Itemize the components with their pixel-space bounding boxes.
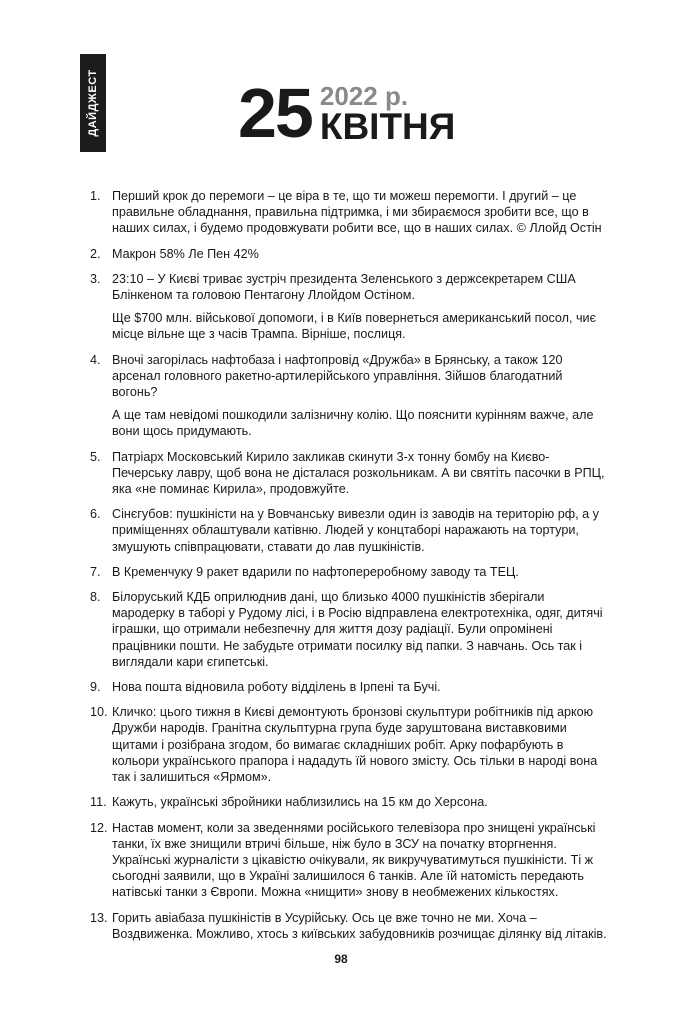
list-item (90, 246, 610, 262)
list-item (90, 271, 610, 343)
list-item-number: 12. (90, 820, 108, 835)
list-item-paragraph: Білоруський КДБ оприлюднив дані, що близько 4000 пушкіністів зберігали мародерку в таборі у Рудому лісі, і в Росію відправлена електротехніка, одяг, дитячі іграшки, що отримали небезпечну для життя дозу радіації. Були опромінені працівники пошти. Не забудьте отримати посилку від папки. З навчань. Ось так і виглядали кари єгипетські. (112, 590, 603, 669)
list-item (90, 910, 610, 942)
list-item-body (112, 564, 610, 580)
page-number: 98 (334, 952, 348, 966)
list-item-body (112, 352, 610, 440)
list-item-body (112, 910, 610, 942)
list-item-body (112, 679, 610, 695)
section-tab (80, 54, 106, 152)
list-item (90, 704, 610, 785)
list-item-paragraph: Перший крок до перемоги – це віра в те, що ти можеш перемогти. І другий – це правильне обладнання, правильна підтримка, і ми збираємося зробити все, що в наших силах, і будемо продовжувати робити все, що в наших силах. © Ллойд Остін (112, 189, 602, 236)
list-item-paragraph: Патріарх Московський Кирило закликав скинути 3-х тонну бомбу на Києво-Печерську лавру, щоб вона не дісталася розкольникам. А ви святіть пасочки в РПЦ, яка «не поминає Кирила», продовжуйте. (112, 449, 605, 497)
list-item-body (112, 704, 610, 785)
list-item-number: 13. (90, 910, 108, 925)
list-item-paragraph: Кажуть, українські збройники наблизились на 15 км до Херсона. (112, 795, 488, 810)
list-item (90, 449, 610, 498)
list-item-number: 7. (90, 564, 101, 579)
list-item-number: 6. (90, 507, 101, 522)
header-year: 2022 р. (319, 81, 409, 111)
digest-list (90, 188, 610, 951)
list-item (90, 506, 610, 555)
list-item-paragraph: Нова пошта відновила роботу відділень в Ірпені та Бучі. (112, 680, 441, 695)
header-month: КВІТНЯ (319, 106, 456, 147)
list-item-paragraph: В Кременчуку 9 ракет вдарили по нафтопереробному заводу та ТЕЦ. (112, 564, 519, 579)
list-item-number: 10. (90, 705, 108, 720)
list-item-number: 4. (90, 352, 101, 367)
list-item-paragraph: 23:10 – У Києві триває зустріч президента Зеленського з держсекретарем США Блінкеном та головою Пентагону Ллойдом Остіном. (112, 271, 576, 303)
list-item-number: 3. (90, 271, 101, 286)
list-item-number: 2. (90, 246, 101, 261)
list-item-body (112, 794, 610, 810)
list-item-body (112, 188, 610, 237)
date-header (238, 74, 456, 152)
list-item (90, 794, 610, 810)
list-item-paragraph: Сінєгубов: пушкіністи на у Вовчанську вивезли один із заводів на територію рф, а у приміщеннях облаштували катівню. Людей у концтаборі наражають на тортури, змушують співпрацювати, ставати до лав пушкіністів. (112, 507, 599, 554)
list-item-paragraph: Настав момент, коли за зведеннями російського телевізора про знищені українські танки, їх вже знищили втричі більше, ніж було в ЗСУ на початку вторгнення. Українські журналісти з цікавістю очікували, як викручуватимуться пушкіністи. Ті ж сьогодні заявили, що в Україні залишилося 6 танків. Але їй натомість передають натівські танки з Європи. Можна «нищити» знову в необмежених кількостях. (112, 820, 596, 900)
list-item-paragraph: Горить авіабаза пушкіністів в Усурійську. Ось це вже точно не ми. Хоча – Воздвиженка. Можливо, хтось з київських забудовників розчищає ділянку від літаків. (112, 910, 607, 941)
list-item-paragraph: Ще $700 млн. військової допомоги, і в Київ повернеться американський посол, чиє місце вільне ще з часів Трампа. Вірніше, послиця. (112, 311, 596, 342)
list-item (90, 679, 610, 695)
list-item-body (112, 246, 610, 262)
list-item-number: 5. (90, 449, 101, 464)
list-item-paragraph: Макрон 58% Ле Пен 42% (112, 246, 259, 261)
list-item-paragraph: А ще там невідомі пошкодили залізничну колію. Що пояснити курінням важче, але вони щось придумають. (112, 408, 594, 439)
list-item-number: 8. (90, 590, 101, 605)
list-item (90, 589, 610, 670)
list-item-body (112, 589, 610, 670)
header-day: 25 (238, 74, 312, 152)
list-item-body (112, 449, 610, 498)
list-item-paragraph: Кличко: цього тижня в Києві демонтують бронзові скульптури робітників під аркою Дружби народів. Гранітна скульптурна група буде заруштована виставковими щитами і розібрана згодом, бо вимагає складніших робіт. Арку пофарбують в кольори українського прапора і нададуть їй нового змісту. Ось тільки в народі вона так і залишиться «Ярмом». (112, 705, 598, 785)
list-item-paragraph: Вночі загорілась нафтобаза і нафтопровід «Дружба» в Брянську, а також 120 арсенал головного ракетно-артилерійського управління. Зійшов благодатний вогонь? (112, 352, 563, 400)
list-item-body (112, 506, 610, 555)
list-item (90, 564, 610, 580)
list-item (90, 352, 610, 440)
list-item-number: 1. (90, 189, 101, 203)
list-item (90, 820, 610, 901)
list-item-number: 9. (90, 680, 101, 695)
list-item-body (112, 271, 610, 343)
section-tab-label: ДАЙДЖЕСТ (87, 69, 99, 137)
list-item (90, 188, 610, 237)
header-date-right (320, 80, 456, 145)
list-item-body (112, 820, 610, 901)
list-item-number: 11. (90, 795, 107, 810)
